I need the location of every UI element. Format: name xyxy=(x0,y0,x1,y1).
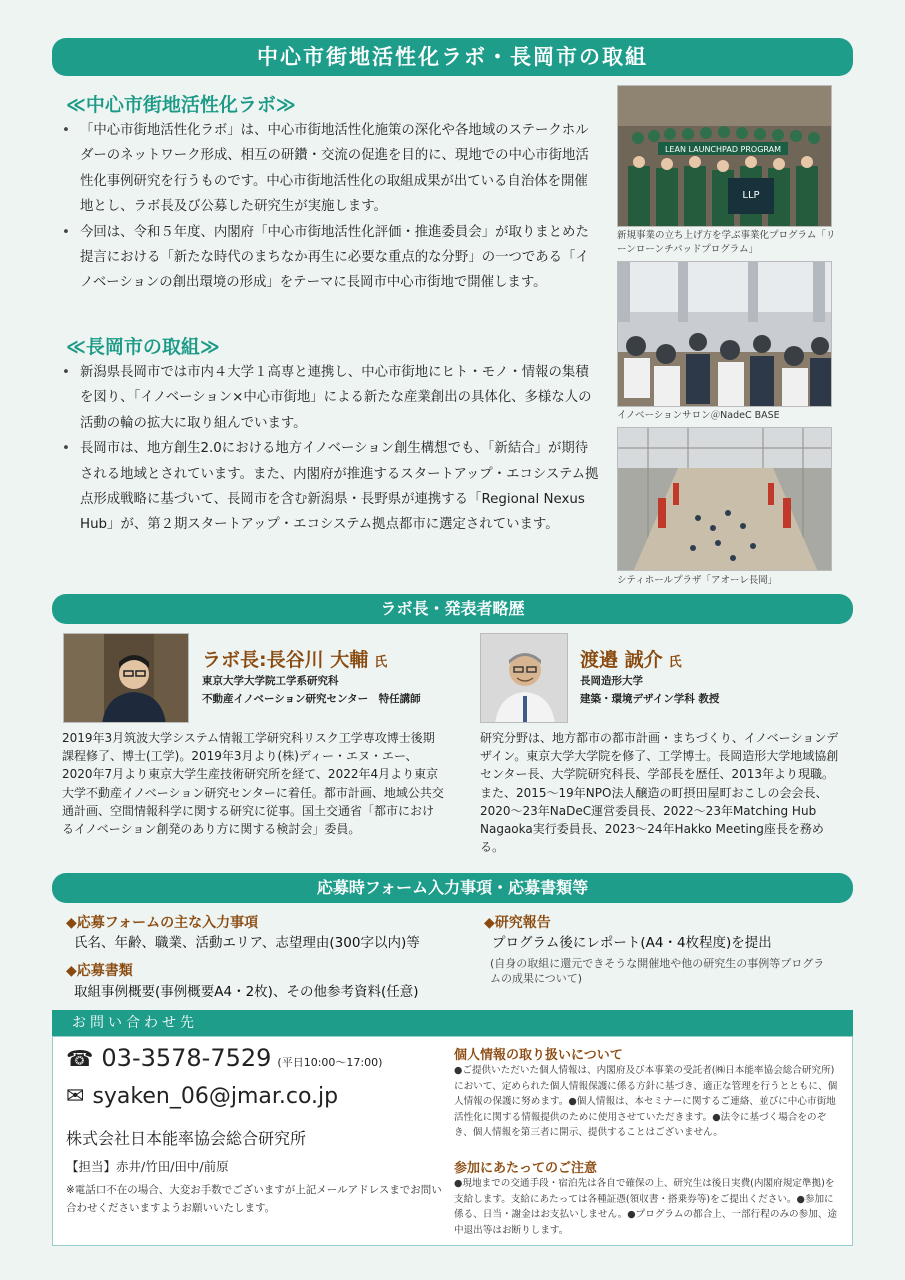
photo-caption-3: シティホールプラザ「アオーレ長岡」 xyxy=(617,575,778,586)
photo-sign-text: LEAN LAUNCHPAD PROGRAM xyxy=(664,145,782,154)
profile-suffix-1: 氏 xyxy=(374,655,388,670)
photo-innovation-salon xyxy=(617,261,832,407)
contact-mail xyxy=(66,1084,338,1109)
phone-icon: ☎ xyxy=(66,1047,94,1072)
report-text: プログラム後にレポート(A4・4枚程度)を提出 xyxy=(492,935,772,951)
contact-phone xyxy=(66,1044,382,1072)
top-banner: 中心市街地活性化ラボ・長岡市の取組 xyxy=(52,38,853,76)
apply-form-text: 氏名、年齢、職業、活動エリア、志望理由(300字以内)等 xyxy=(74,935,420,951)
mail-icon: ✉ xyxy=(66,1084,85,1109)
profile-aff1-1: 東京大学大学院工学系研究科 xyxy=(202,675,339,687)
profile-bio-1: 2019年3月筑波大学システム情報工学研究科リスク工学専攻博士後期課程修了、博士(工学)。2019年3月より(株)ディー・エヌ・エー、2020年7月より東京大学生産技術研究所を経て、2022年4月より東京大学不動産イノベーション研究センターに着任。都市計画、地域公共交通計画、空間情報科学に関する研究に従事。国土交通省「都市におけるイノベーション創発のあり方に関する検討会」委員。 xyxy=(62,731,444,837)
nagaoka-bullet-1: • 新潟県長岡市では市内４大学１高専と連携し、中心市街地にヒト・モノ・情報の集積を図り、「イノベーション×中心市街地」による新たな産業創出の具体化、多様な人の活動の輪の拡大に取り組んでいます。 xyxy=(60,360,600,436)
privacy-heading: 個人情報の取り扱いについて xyxy=(454,1048,623,1063)
avatar-hasegawa xyxy=(63,633,189,723)
contact-organization: 株式会社日本能率協会総合研究所 xyxy=(66,1129,307,1148)
contact-note: ※電話口不在の場合、大変お手数でございますが上記メールアドレスまでお問い合わせくださいますようお願いいたします。 xyxy=(66,1184,442,1214)
profile-suffix-2: 氏 xyxy=(668,655,682,670)
nagaoka-bullet-list xyxy=(60,360,600,538)
profile-aff1-2: 長岡造形大学 xyxy=(580,675,643,687)
profile-affiliation-1 xyxy=(202,672,421,708)
photo-aore-nagaoka xyxy=(617,427,832,571)
lab-section-title: ≪中心市街地活性化ラボ≫ xyxy=(66,94,296,116)
photo-llp-program xyxy=(617,85,832,227)
apply-docs-text: 取組事例概要(事例概要A4・2枚)、その他参考資料(任意) xyxy=(74,984,419,1000)
contact-heading: お問い合わせ先 xyxy=(52,1010,853,1036)
report-subtext: (自身の取組に還元できそうな開催地や他の研究生の事例等プログラムの成果について) xyxy=(490,957,825,985)
profile-name-2-text: 渡邉 誠介 xyxy=(580,649,663,671)
avatar-watanabe xyxy=(480,633,568,723)
profile-aff2-2: 建築・環境デザイン学科 教授 xyxy=(580,693,720,705)
lab-bullet-1: • 「中心市街地活性化ラボ」は、中心市街地活性化施策の深化や各地域のステークホルダーのネットワーク形成、相互の研鑽・交流の促進を目的に、現地での中心市街地活性化事例研究を行うものです。中心市街地活性化の取組成果が出ている自治体を開催地とし、ラボ長及び公募した研究生が実施します。 xyxy=(60,118,600,220)
privacy-text: ●ご提供いただいた個人情報は、内閣府及び本事業の受託者(㈱日本能率協会総合研究所)において、定められた個人情報保護に係る方針に基づき、適正な管理を行うとともに、個人情報の保護に努めます。●個人情報は、本セミナーに関するご連絡、並びに中心市街地活性化に関する情報提供のために使用させていただきます。●法令に基づく場合をのぞき、個人情報を第三者に開示、提供することはございません。 xyxy=(454,1065,838,1139)
lab-bullet-2: • 今回は、令和５年度、内閣府「中心市街地活性化評価・推進委員会」が取りまとめた提言における「新たな時代のまちなか再生に必要な重点的な分野」の一つである「イノベーションの創出環境の形成」をテーマに長岡市中心市街地で開催します。 xyxy=(60,220,600,296)
apply-banner: 応募時フォーム入力事項・応募書類等 xyxy=(52,873,853,903)
photo-caption-2: イノベーションサロン＠NadeC BASE xyxy=(617,410,780,421)
contact-phone-number[interactable]: 03-3578-7529 xyxy=(101,1044,272,1072)
contact-email[interactable]: syaken_06@jmar.co.jp xyxy=(92,1084,339,1109)
notice-text: ●現地までの交通手段・宿泊先は各自で確保の上、研究生は後日実費(内閣府規定準拠)を支給します。支給にあたっては各種証憑(領収書・搭乗券等)をご提出ください。●参加に係る、日当・謝金はお支払いしません。●プログラムの都合上、一部行程のみの参加、途中退出等はお断りします。 xyxy=(454,1178,838,1236)
nagaoka-section-title: ≪長岡市の取組≫ xyxy=(66,336,220,358)
profile-aff2-1: 不動産イノベーション研究センター 特任講師 xyxy=(202,693,421,705)
profile-banner: ラボ長・発表者略歴 xyxy=(52,594,853,624)
photo-caption-1: 新規事業の立ち上げ方を学ぶ事業化プログラム「リーンローンチパッドプログラム」 xyxy=(617,230,836,255)
profile-bio-2: 研究分野は、地方都市の都市計画・まちづくり、イノベーションデザイン。東京大学大学院を修了、工学博士。長岡造形大学地域協創センター長、大学院研究科長、学部長を歴任、2013年より現職。また、2015～19年NPO法人醸造の町摂田屋町おこしの会会長、2020～23年NaDeC運営委員長、2022～23年Matching Hub Nagaoka実行委員長、2023～24年Hakko Meeting座長を務める。 xyxy=(480,731,839,855)
profile-name-1-text: ラボ長:長谷川 大輔 xyxy=(202,649,369,671)
profile-name-2 xyxy=(580,645,682,672)
notice-heading: 参加にあたってのご注意 xyxy=(454,1161,598,1176)
nagaoka-bullet-2: • 長岡市は、地方創生2.0における地方イノベーション創生構想でも、「新結合」が期待される地域とされています。また、内閣府が推進するスタートアップ・エコシステム拠点形成戦略に基づいて、長岡市を含む新潟県・長野県が連携する「Regional Nexus Hub」が、第２期スタートアップ・エコシステム拠点都市に選定されています。 xyxy=(60,436,600,538)
contact-staff: 【担当】赤井/竹田/田中/前原 xyxy=(66,1159,229,1174)
profile-name-1 xyxy=(202,645,387,672)
contact-hours: (平日10:00～17:00) xyxy=(277,1056,383,1069)
apply-docs-heading: ◆応募書類 xyxy=(66,963,133,979)
lab-bullet-list xyxy=(60,118,600,296)
apply-form-heading: ◆応募フォームの主な入力事項 xyxy=(66,915,259,931)
profile-affiliation-2 xyxy=(580,672,719,708)
photo-llp-sign: LLP xyxy=(742,190,760,201)
report-heading: ◆研究報告 xyxy=(484,915,551,931)
